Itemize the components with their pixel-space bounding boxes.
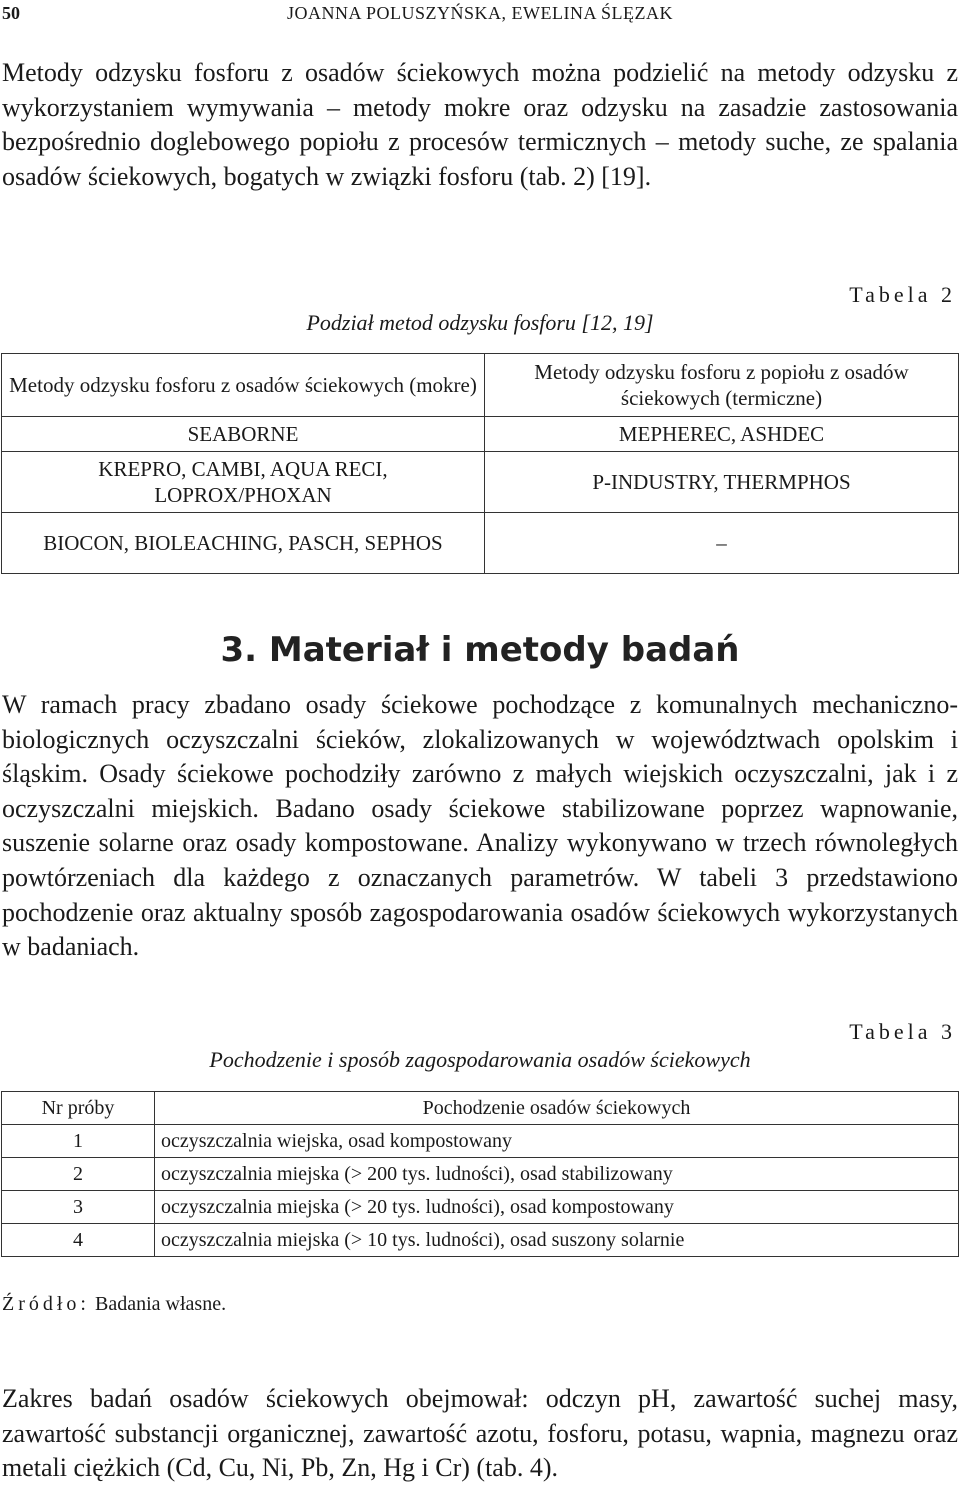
table2-header-row <box>2 354 959 417</box>
table-row <box>2 1191 959 1224</box>
table2-row <box>2 452 959 513</box>
table3-label: Tabela 3 <box>849 1019 956 1044</box>
table2-cell: MEPHEREC, ASHDEC <box>485 417 959 452</box>
table3-source <box>2 1293 226 1316</box>
table2-row <box>2 417 959 452</box>
table2-label: Tabela 2 <box>849 282 956 307</box>
section-heading: 3. Materiał i metody badań <box>220 630 740 670</box>
table3 <box>1 1091 959 1257</box>
table2-cell: P-INDUSTRY, THERMPHOS <box>485 452 959 513</box>
table2-row <box>2 513 959 574</box>
table3-origin-cell: oczyszczalnia miejska (> 20 tys. ludności), osad kompostowany <box>155 1191 959 1224</box>
table-row <box>2 1125 959 1158</box>
table2-caption: Podział metod odzysku fosforu [12, 19] <box>306 310 654 335</box>
table2 <box>1 353 959 574</box>
table2-cell: – <box>485 513 959 574</box>
table3-origin-cell: oczyszczalnia miejska (> 10 tys. ludności), osad suszony solarnie <box>155 1224 959 1257</box>
running-head: JOANNA POLUSZYŃSKA, EWELINA ŚLĘZAK <box>287 3 673 23</box>
table2-cell: SEABORNE <box>2 417 485 452</box>
source-text: Badania własne. <box>95 1293 227 1315</box>
table3-nr-cell: 4 <box>2 1224 155 1257</box>
table3-nr-cell: 1 <box>2 1125 155 1158</box>
table3-header-origin: Pochodzenie osadów ściekowych <box>155 1092 959 1125</box>
page-number: 50 <box>2 3 20 23</box>
table3-header-nr: Nr próby <box>2 1092 155 1125</box>
page-header <box>0 0 960 30</box>
intro-paragraph: Metody odzysku fosforu z osadów ściekowych można podzielić na metody odzysku z wykorzystaniem wymywania – metody mokre oraz odzysku na zasadzie zastosowania bezpośrednio doglebowego popiołu z procesów termicznych – metody suche, ze spalania osadów ściekowych, bogatych w związki fosforu (tab. 2) [19]. <box>2 58 958 191</box>
table3-nr-cell: 2 <box>2 1158 155 1191</box>
table3-origin-cell: oczyszczalnia miejska (> 200 tys. ludności), osad stabilizowany <box>155 1158 959 1191</box>
table3-header-row <box>2 1092 959 1125</box>
source-label: Źródło: <box>2 1293 90 1315</box>
table3-origin-cell: oczyszczalnia wiejska, osad kompostowany <box>155 1125 959 1158</box>
table-row <box>2 1158 959 1191</box>
table3-nr-cell: 3 <box>2 1191 155 1224</box>
methods-paragraph: W ramach pracy zbadano osady ściekowe pochodzące z komunalnych mechaniczno-biologicznych oczyszczalni ścieków, zlokalizowanych w województwach opolskim i śląskim. Osady ściekowe pochodziły zarówno z małych wiejskich oczyszczalni, jak i z oczyszczalni miejskich. Badano osady ściekowe stabilizowane poprzez wapnowanie, suszenie solarne oraz osady kompostowane. Analizy wykonywano w trzech równoległych powtórzeniach dla każdego z oznaczanych parametrów. W tabeli 3 przedstawiono pochodzenie oraz aktualny sposób zagospodarowania osadów ściekowych wykorzystanych w badaniach. <box>2 690 958 962</box>
table2-header-right: Metody odzysku fosforu z popiołu z osadów ściekowych (termiczne) <box>485 354 959 417</box>
scope-paragraph: Zakres badań osadów ściekowych obejmował: odczyn pH, zawartość suchej masy, zawartość substancji organicznej, zawartość azotu, fosforu, potasu, wapnia, magnezu oraz metali ciężkich (Cd, Cu, Ni, Pb, Zn, Hg i Cr) (tab. 4). <box>2 1384 958 1483</box>
table3-caption: Pochodzenie i sposób zagospodarowania osadów ściekowych <box>209 1047 751 1072</box>
table2-header-left: Metody odzysku fosforu z osadów ściekowych (mokre) <box>2 354 485 417</box>
table2-cell: BIOCON, BIOLEACHING, PASCH, SEPHOS <box>2 513 485 574</box>
table-row <box>2 1224 959 1257</box>
table2-cell: KREPRO, CAMBI, AQUA RECI, LOPROX/PHOXAN <box>2 452 485 513</box>
